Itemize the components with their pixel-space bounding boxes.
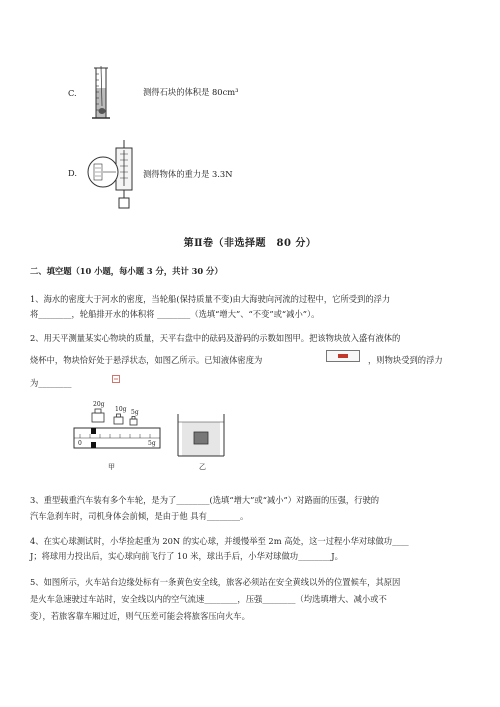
q4-line1: 4、在实心球测试时，小华捡起重为 20N 的实心球，并缓慢举至 2m 高处，这一过程小华对球做功____: [30, 536, 409, 546]
weight-label-10g: 10g: [115, 406, 127, 413]
q1-line1: 1、海水的密度大于河水的密度，当轮船(保持质量不变)由大海驶向河流的过程中，它所受到的浮力: [30, 294, 391, 304]
scale-start-label: 0: [78, 440, 82, 447]
figure-caption-jia: 甲: [108, 463, 115, 471]
q2-line2a: 烧杯中，物块恰好处于悬浮状态，如图乙所示。已知液体密度为: [30, 355, 263, 365]
q2-line3: 为________: [30, 378, 72, 388]
spring-scale-figure: [86, 140, 146, 215]
option-d-letter: D.: [68, 168, 77, 178]
q3-line1: 3、重型载重汽车装有多个车轮，是为了________(选填“增大”或“减小”）对路面的压强，行驶的: [30, 495, 380, 505]
formula-placeholder-icon: [112, 375, 120, 383]
option-c-letter: C.: [68, 88, 77, 98]
weight-label-20g: 20g: [93, 401, 105, 408]
density-formula-image: [326, 350, 360, 362]
q3-line2: 汽车急刹车时，司机身体会前倾，是由于他 具有________。: [30, 511, 249, 521]
figure-caption-yi: 乙: [199, 463, 206, 471]
weight-label-5g: 5g: [131, 409, 139, 416]
q1-line2: 将________，轮船排开水的体积将 ________（选填“增大”、“不变”或“减小”）。: [30, 309, 320, 319]
q4-line2: J；将球用力投出后，实心球向前飞行了 10 米，球出手后，小华对球做功________J。: [30, 551, 343, 561]
section-title: 第Ⅱ卷（非选择题 80 分）: [183, 238, 317, 249]
option-d-text: 测得物体的重力是 3.3N: [143, 169, 233, 179]
q5-line2: 是火车急速驶过车站时，安全线以内的空气流速________，压强________（均选填增大、减小或不: [30, 594, 387, 604]
scale-end-label: 5g: [148, 440, 156, 447]
q2-line2b: ，则物块受到的浮力: [368, 355, 443, 365]
q5-line3: 变），若旅客靠车厢过近，则气压差可能会将旅客压向火车。: [30, 611, 250, 621]
q5-line1: 5、如图所示，火车站台边缘处标有一条黄色安全线，旅客必须站在安全黄线以外的位置候车，其原因: [30, 577, 401, 587]
beaker-figure: [176, 412, 226, 458]
option-c-text: 测得石块的体积是 80cm³: [143, 87, 239, 97]
fill-in-section-heading: 二、填空题（10 小题，每小题 3 分，共计 30 分）: [30, 266, 223, 276]
q2-line1: 2、用天平测量某实心物块的质量，天平右盘中的砝码及游码的示数如图甲。把该物块放入盛有液体的: [30, 333, 401, 343]
graduated-cylinder-figure: [88, 66, 118, 124]
